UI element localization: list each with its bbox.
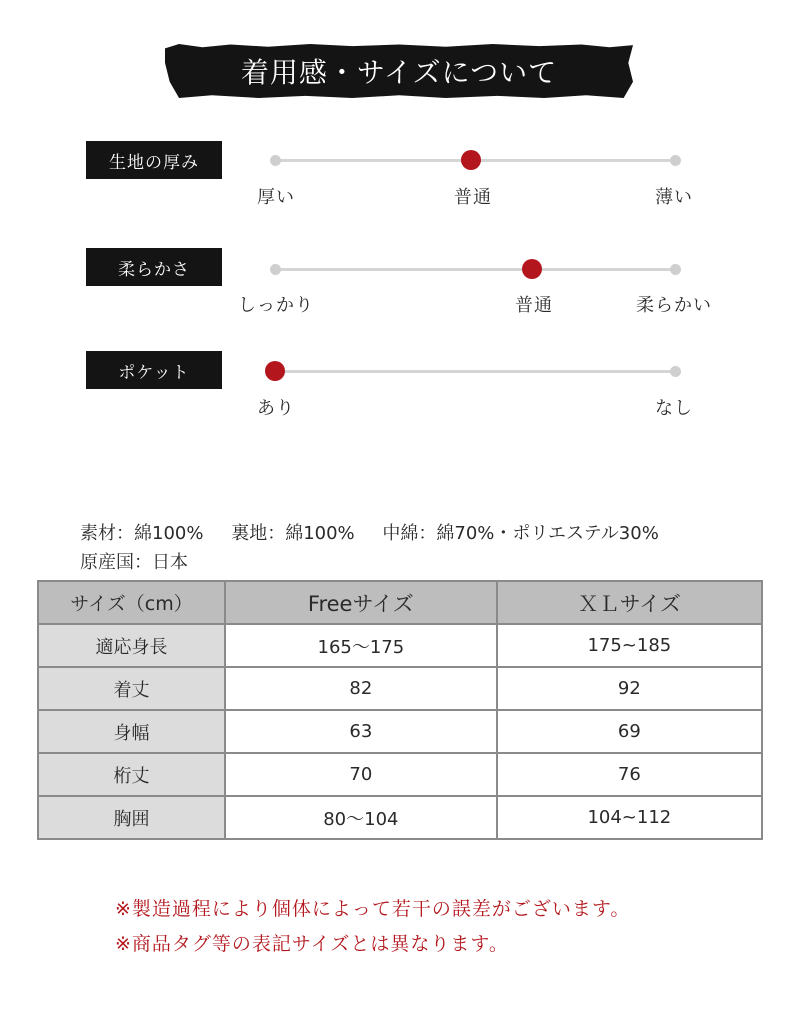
material-fabric: 素材：綿100% (80, 523, 204, 544)
rating-label-pocket: ポケット (86, 351, 222, 389)
table-cell: 70 (225, 753, 497, 796)
rating-dot-thick (270, 155, 281, 166)
rating-label-softness: 柔らかさ (86, 248, 222, 286)
table-row-header: 適応身長 (38, 624, 225, 667)
table-cell: 82 (225, 667, 497, 710)
section-title: 着用感・サイズについて (240, 56, 558, 89)
material-filling: 中綿：綿70%・ポリエステル30% (382, 523, 659, 544)
rating-dot-soft (670, 264, 681, 275)
note-tag-size-differs: ※商品タグ等の表記サイズとは異なります。 (115, 933, 509, 955)
table-cell: 80～104 (225, 796, 497, 839)
table-row-header: 胸囲 (38, 796, 225, 839)
rating-dot-thin (670, 155, 681, 166)
table-row-header: 着丈 (38, 667, 225, 710)
rating-option: 普通 (515, 295, 553, 316)
rating-option: あり (257, 398, 295, 419)
rating-dot-selected-normal (522, 259, 542, 279)
table-cell: 63 (225, 710, 497, 753)
section-title-banner (165, 44, 633, 98)
table-row-header: 桁丈 (38, 753, 225, 796)
rating-track-pocket (275, 370, 675, 373)
table-header-cell: Freeサイズ (225, 581, 497, 624)
rating-dot-no (670, 366, 681, 377)
table-header-cell: ＸＬサイズ (497, 581, 762, 624)
country-of-origin: 原産国：日本 (80, 552, 188, 573)
table-row (38, 796, 762, 839)
table-header-row (38, 581, 762, 624)
table-cell: 92 (497, 667, 762, 710)
table-cell: 76 (497, 753, 762, 796)
material-lining: 裏地：綿100% (231, 523, 355, 544)
rating-dot-firm (270, 264, 281, 275)
table-header-cell: サイズ（cm） (38, 581, 225, 624)
rating-track-softness (275, 268, 675, 271)
table-cell: 69 (497, 710, 762, 753)
size-table (37, 580, 763, 840)
rating-option: なし (655, 398, 693, 419)
table-row (38, 667, 762, 710)
table-row (38, 624, 762, 667)
note-manufacturing-variance: ※製造過程により個体によって若干の誤差がございます。 (115, 898, 631, 920)
rating-option: 厚い (257, 187, 295, 208)
rating-dot-selected-normal (461, 150, 481, 170)
table-cell: 175~185 (497, 624, 762, 667)
table-cell: 165～175 (225, 624, 497, 667)
rating-option: 普通 (454, 187, 492, 208)
rating-option: しっかり (238, 295, 314, 316)
table-row (38, 753, 762, 796)
table-row-header: 身幅 (38, 710, 225, 753)
rating-option: 薄い (655, 187, 693, 208)
rating-label-thickness: 生地の厚み (86, 141, 222, 179)
table-cell: 104~112 (497, 796, 762, 839)
rating-option: 柔らかい (636, 295, 712, 316)
material-info (80, 519, 681, 545)
rating-dot-selected-yes (265, 361, 285, 381)
table-row (38, 710, 762, 753)
